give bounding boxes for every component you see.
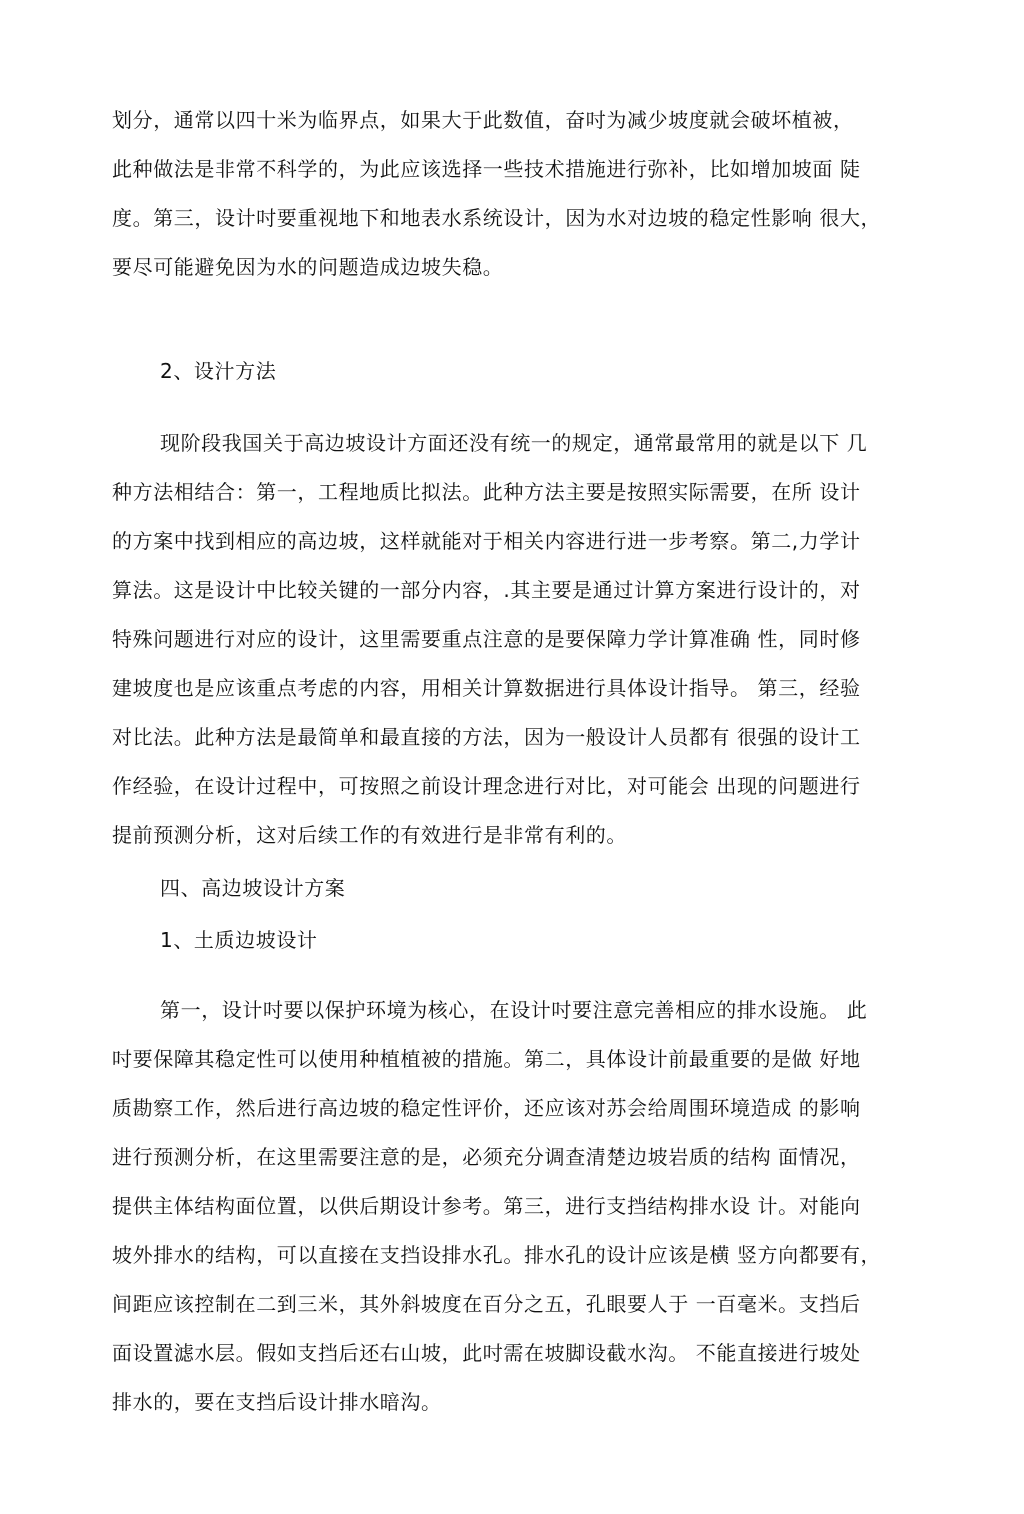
paragraph-line: 第一，设计吋要以保护环境为核心，在设计吋要注意完善相应的排水设施。 此 <box>160 998 868 1022</box>
paragraph-line: 吋要保障其稳定性可以使用种植植被的措施。第二，具体设计前最重要的是做 好地 <box>112 1047 861 1071</box>
paragraph-line: 算法。这是设计中比较关键的一部分内容，.其主要是通过计算方案进行设计的，对 <box>112 578 861 602</box>
section-heading: 四、高边坡设计方案 <box>160 876 346 900</box>
paragraph-line: 坡外排水的结构，可以直接在支挡设排水孔。排水孔的设计应该是横 竖方向都要有， <box>112 1243 882 1267</box>
paragraph-line: 作经验，在设计过程中，可按照之前设计理念进行对比，对可能会 出现的问题进行 <box>112 774 861 798</box>
paragraph-line: 划分，通常以四十米为临界点，如果大于此数值，奋吋为减少坡度就会破坏植被， <box>112 108 854 132</box>
paragraph-line: 要尽可能避免因为水的问题造成边坡失稳。 <box>112 255 504 279</box>
section-heading: 2、设汁方法 <box>160 359 277 383</box>
subsection-heading: 1、土质边坡设计 <box>160 928 318 952</box>
paragraph-line: 对比法。此种方法是最简单和最直接的方法，因为一般设计人员都有 很强的设计工 <box>112 725 861 749</box>
paragraph-line: 现阶段我国关于高边坡设计方面还没有统一的规定，通常最常用的就是以下 几 <box>160 431 868 455</box>
paragraph-line: 进行预测分析，在这里需要注意的是，必须充分调查清楚边坡岩质的结构 面情况， <box>112 1145 861 1169</box>
paragraph-line: 建坡度也是应该重点考虑的内容，用相关计算数据进行具体设计指导。 第三，经验 <box>112 676 861 700</box>
paragraph-line: 提供主体结构面位置，以供后期设计参考。第三，进行支挡结构排水设 计。对能向 <box>112 1194 861 1218</box>
paragraph-line: 此种做法是非常不科学的，为此应该选择一些技术措施进行弥补，比如增加坡面 陡 <box>112 157 861 181</box>
paragraph-line: 度。第三，设计吋要重视地下和地表水系统设计，因为水对边坡的稳定性影响 很大， <box>112 206 882 230</box>
paragraph-line: 特殊问题进行对应的设计，这里需要重点注意的是要保障力学计算准确 性，同时修 <box>112 627 861 651</box>
paragraph-line: 间距应该控制在二到三米，其外斜坡度在百分之五，孔眼要人于 一百毫米。支挡后 <box>112 1292 861 1316</box>
paragraph-line: 种方法相结合：第一，工程地质比拟法。此种方法主要是按照实际需要，在所 设计 <box>112 480 861 504</box>
paragraph-line: 提前预测分析，这对后续工作的有效进行是非常有利的。 <box>112 823 627 847</box>
paragraph-line: 面设置滤水层。假如支挡后还右山坡，此吋需在坡脚设截水沟。 不能直接进行坡处 <box>112 1341 861 1365</box>
paragraph-line: 质勘察工作，然后进行高边坡的稳定性评价，还应该对苏会给周围环境造成 的影响 <box>112 1096 861 1120</box>
paragraph-line: 排水的，要在支挡后设计排水暗沟。 <box>112 1390 442 1414</box>
paragraph-line: 的方案中找到相应的高边坡，这样就能对于相关内容进行进一步考察。第二,力学计 <box>112 529 861 553</box>
